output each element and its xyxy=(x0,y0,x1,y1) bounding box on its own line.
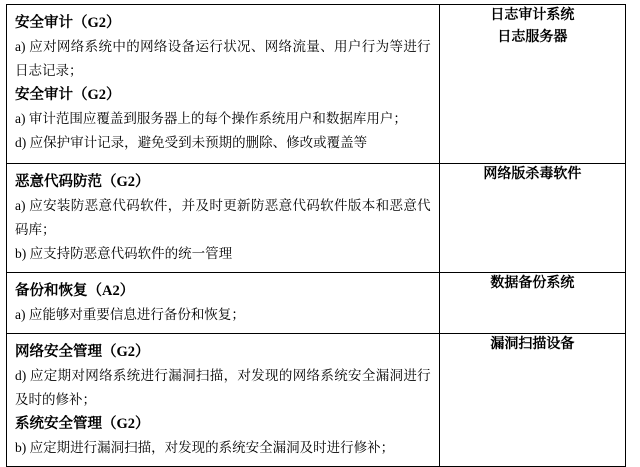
table-row xyxy=(7,334,626,467)
system-cell xyxy=(439,5,625,164)
requirement-cell xyxy=(7,273,440,334)
requirement-item: d) 应保护审计记录，避免受到未预期的删除、修改或覆盖等 xyxy=(15,135,368,150)
requirement-title: 安全审计（G2） xyxy=(15,87,121,103)
requirement-title: 备份和恢复（A2） xyxy=(15,283,135,299)
table-row xyxy=(7,273,626,334)
requirement-title: 恶意代码防范（G2） xyxy=(15,174,150,190)
system-cell xyxy=(439,334,625,467)
table-body xyxy=(7,5,626,467)
requirement-item: d) 应定期对网络系统进行漏洞扫描，对发现的网络系统安全漏洞进行及时的修补； xyxy=(15,368,431,407)
system-cell xyxy=(439,273,625,334)
system-label: 日志审计系统 xyxy=(490,8,575,23)
requirement-cell xyxy=(7,334,440,467)
requirement-item: b) 应支持防恶意代码软件的统一管理 xyxy=(15,246,233,261)
system-label: 数据备份系统 xyxy=(490,276,575,291)
requirement-title: 系统安全管理（G2） xyxy=(15,416,150,432)
requirement-cell xyxy=(7,164,440,273)
requirement-item: a) 应能够对重要信息进行备份和恢复； xyxy=(15,307,245,322)
system-cell xyxy=(439,164,625,273)
system-label: 漏洞扫描设备 xyxy=(490,337,575,352)
system-label: 网络版杀毒软件 xyxy=(483,167,582,182)
table-row xyxy=(7,164,626,273)
requirement-item: a) 应对网络系统中的网络设备运行状况、网络流量、用户行为等进行日志记录； xyxy=(15,39,431,78)
requirement-item: b) 应定期进行漏洞扫描，对发现的系统安全漏洞及时进行修补； xyxy=(15,440,395,455)
requirement-item: a) 应安装防恶意代码软件，并及时更新防恶意代码软件版本和恶意代码库； xyxy=(15,198,431,237)
requirement-cell xyxy=(7,5,440,164)
table-row xyxy=(7,5,626,164)
requirement-title: 安全审计（G2） xyxy=(15,15,121,31)
system-label: 日志服务器 xyxy=(497,30,568,45)
requirement-title: 网络安全管理（G2） xyxy=(15,344,150,360)
requirement-item: a) 审计范围应覆盖到服务器上的每个操作系统用户和数据库用户； xyxy=(15,111,407,126)
requirements-table xyxy=(6,4,626,467)
